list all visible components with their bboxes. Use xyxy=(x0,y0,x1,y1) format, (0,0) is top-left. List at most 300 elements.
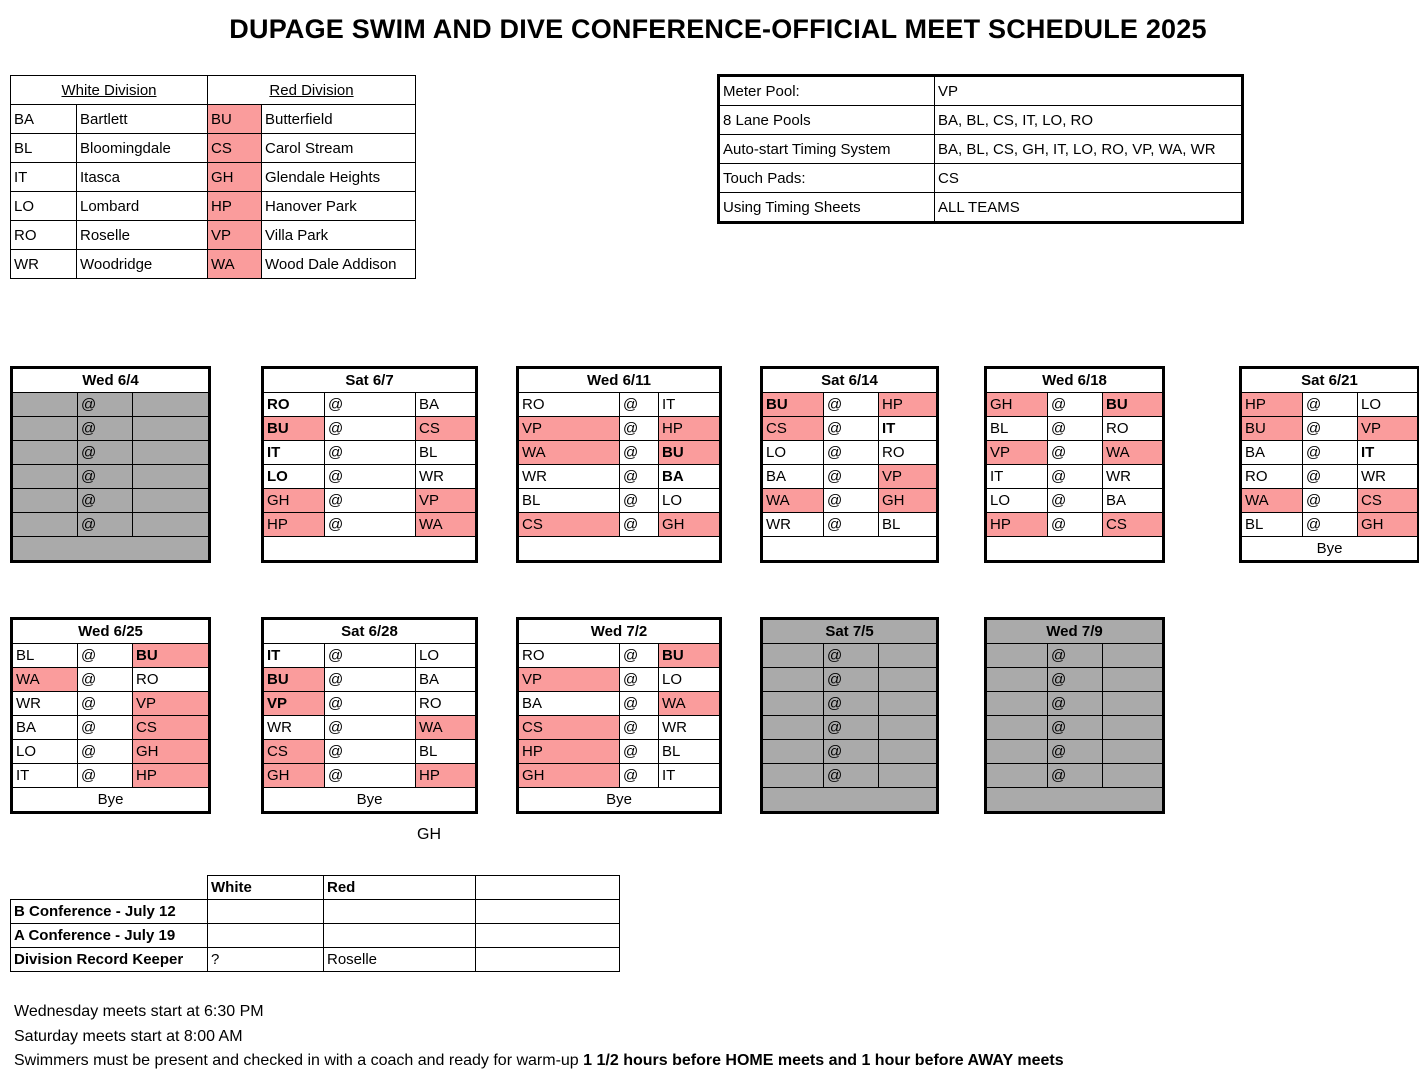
at-symbol: @ xyxy=(620,393,659,417)
away-team: WR xyxy=(1358,465,1419,489)
conference-label: A Conference - July 19 xyxy=(11,924,208,948)
at-symbol: @ xyxy=(824,716,879,740)
away-team: WA xyxy=(1103,441,1164,465)
week-table xyxy=(516,366,722,563)
white-team-name: Roselle xyxy=(77,221,208,250)
home-team: IT xyxy=(263,441,325,465)
week-date: Wed 6/11 xyxy=(518,368,721,393)
at-symbol: @ xyxy=(824,465,879,489)
stray-note: GH xyxy=(417,826,441,843)
at-symbol: @ xyxy=(325,441,416,465)
home-team: GH xyxy=(263,489,325,513)
conference-extra xyxy=(476,900,620,924)
at-symbol: @ xyxy=(824,393,879,417)
away-team: RO xyxy=(879,441,938,465)
away-team: LO xyxy=(1358,393,1419,417)
meet-row xyxy=(762,740,938,764)
home-team: CS xyxy=(263,740,325,764)
away-team: GH xyxy=(659,513,721,537)
red-team-name: Villa Park xyxy=(262,221,416,250)
week-table xyxy=(261,366,478,563)
away-team: IT xyxy=(879,417,938,441)
away-team: CS xyxy=(1358,489,1419,513)
week-date: Wed 7/2 xyxy=(518,619,721,644)
week-footer-row xyxy=(12,537,210,562)
away-team: WR xyxy=(1103,465,1164,489)
away-team: WA xyxy=(659,692,721,716)
away-team: IT xyxy=(659,393,721,417)
meet-row xyxy=(762,513,938,537)
week-footer: Bye xyxy=(263,788,477,813)
away-team: BL xyxy=(659,740,721,764)
away-team xyxy=(133,513,210,537)
conference-row xyxy=(11,900,620,924)
legend-row xyxy=(11,134,416,163)
at-symbol: @ xyxy=(78,692,133,716)
conference-white-header: White xyxy=(208,876,324,900)
away-team xyxy=(879,692,938,716)
at-symbol: @ xyxy=(620,513,659,537)
conference-label: Division Record Keeper xyxy=(11,948,208,972)
meet-row xyxy=(518,513,721,537)
home-team: RO xyxy=(518,644,620,668)
at-symbol: @ xyxy=(325,644,416,668)
meet-row xyxy=(1241,441,1419,465)
away-team: RO xyxy=(416,692,477,716)
conference-row xyxy=(11,948,620,972)
meet-row xyxy=(518,465,721,489)
away-team: WA xyxy=(416,513,477,537)
pool-info-label: Touch Pads: xyxy=(719,164,935,193)
conference-extra xyxy=(476,948,620,972)
meet-row xyxy=(263,668,477,692)
note-warmup-bold: 1 1/2 hours before HOME meets and 1 hour before AWAY meets xyxy=(583,1052,1064,1069)
meet-row xyxy=(762,393,938,417)
week-date: Wed 7/9 xyxy=(986,619,1164,644)
meet-row xyxy=(518,441,721,465)
at-symbol: @ xyxy=(1048,644,1103,668)
at-symbol: @ xyxy=(824,489,879,513)
meet-row xyxy=(263,644,477,668)
legend-row xyxy=(11,105,416,134)
away-team: VP xyxy=(133,692,210,716)
white-team-code: BL xyxy=(11,134,77,163)
home-team xyxy=(762,644,824,668)
week-date: Sat 6/7 xyxy=(263,368,477,393)
home-team xyxy=(762,740,824,764)
home-team xyxy=(12,417,78,441)
home-team: WR xyxy=(518,465,620,489)
pool-info-row xyxy=(719,164,1243,193)
red-team-name: Hanover Park xyxy=(262,192,416,221)
meet-row xyxy=(986,393,1164,417)
meet-row xyxy=(263,393,477,417)
meet-row xyxy=(12,465,210,489)
notes xyxy=(14,1000,1064,1074)
meet-row xyxy=(1241,489,1419,513)
at-symbol: @ xyxy=(1303,513,1358,537)
home-team: LO xyxy=(762,441,824,465)
home-team: VP xyxy=(518,417,620,441)
meet-row xyxy=(762,465,938,489)
conference-extra-header xyxy=(476,876,620,900)
away-team: VP xyxy=(416,489,477,513)
home-team: HP xyxy=(263,513,325,537)
red-team-name: Carol Stream xyxy=(262,134,416,163)
at-symbol: @ xyxy=(325,764,416,788)
week-date: Sat 6/14 xyxy=(762,368,938,393)
week-table xyxy=(261,617,478,814)
meet-row xyxy=(12,716,210,740)
home-team: WR xyxy=(762,513,824,537)
meet-row xyxy=(12,668,210,692)
home-team xyxy=(986,692,1048,716)
pool-info-row xyxy=(719,106,1243,135)
away-team: GH xyxy=(879,489,938,513)
away-team: RO xyxy=(133,668,210,692)
meet-row xyxy=(518,417,721,441)
meet-row xyxy=(12,489,210,513)
conference-red: Roselle xyxy=(324,948,476,972)
white-team-code: LO xyxy=(11,192,77,221)
home-team xyxy=(12,513,78,537)
week-date: Wed 6/25 xyxy=(12,619,210,644)
legend-row xyxy=(11,221,416,250)
at-symbol: @ xyxy=(1303,489,1358,513)
conference-extra xyxy=(476,924,620,948)
conference-white: ? xyxy=(208,948,324,972)
at-symbol: @ xyxy=(1048,764,1103,788)
at-symbol: @ xyxy=(620,489,659,513)
away-team xyxy=(133,489,210,513)
conference-white xyxy=(208,924,324,948)
week-footer-row xyxy=(762,788,938,813)
away-team xyxy=(1103,668,1164,692)
at-symbol: @ xyxy=(620,644,659,668)
home-team: BL xyxy=(1241,513,1303,537)
at-symbol: @ xyxy=(325,513,416,537)
meet-row xyxy=(263,417,477,441)
week-footer: Bye xyxy=(12,788,210,813)
pool-info-value: BA, BL, CS, GH, IT, LO, RO, VP, WA, WR xyxy=(935,135,1243,164)
at-symbol: @ xyxy=(78,716,133,740)
away-team: BU xyxy=(659,644,721,668)
meet-row xyxy=(762,644,938,668)
at-symbol: @ xyxy=(325,692,416,716)
conference-label: B Conference - July 12 xyxy=(11,900,208,924)
home-team: BL xyxy=(518,489,620,513)
meet-row xyxy=(762,417,938,441)
home-team: BL xyxy=(12,644,78,668)
week-table xyxy=(984,366,1165,563)
away-team: HP xyxy=(416,764,477,788)
red-team-code: WA xyxy=(208,250,262,279)
meet-row xyxy=(986,668,1164,692)
week-header-row xyxy=(263,368,477,393)
home-team xyxy=(12,441,78,465)
home-team: RO xyxy=(518,393,620,417)
away-team xyxy=(1103,740,1164,764)
at-symbol: @ xyxy=(78,489,133,513)
at-symbol: @ xyxy=(824,740,879,764)
at-symbol: @ xyxy=(78,393,133,417)
home-team: GH xyxy=(263,764,325,788)
week-footer-row xyxy=(12,788,210,813)
home-team: BA xyxy=(1241,441,1303,465)
white-team-name: Bloomingdale xyxy=(77,134,208,163)
at-symbol: @ xyxy=(1303,393,1358,417)
week-header-row xyxy=(518,368,721,393)
at-symbol: @ xyxy=(620,441,659,465)
home-team: BA xyxy=(12,716,78,740)
white-team-name: Lombard xyxy=(77,192,208,221)
meet-row xyxy=(263,513,477,537)
at-symbol: @ xyxy=(824,668,879,692)
home-team xyxy=(762,716,824,740)
at-symbol: @ xyxy=(325,489,416,513)
home-team: BU xyxy=(762,393,824,417)
meet-row xyxy=(986,764,1164,788)
home-team xyxy=(762,764,824,788)
pool-info-label: Using Timing Sheets xyxy=(719,193,935,223)
at-symbol: @ xyxy=(325,668,416,692)
home-team xyxy=(986,644,1048,668)
away-team: CS xyxy=(133,716,210,740)
week-table xyxy=(10,617,211,814)
home-team: BU xyxy=(263,417,325,441)
at-symbol: @ xyxy=(78,644,133,668)
home-team: IT xyxy=(12,764,78,788)
pool-info-table xyxy=(717,74,1244,224)
at-symbol: @ xyxy=(824,441,879,465)
away-team: LO xyxy=(659,668,721,692)
home-team: CS xyxy=(518,716,620,740)
week-header-row xyxy=(986,368,1164,393)
meet-row xyxy=(518,692,721,716)
at-symbol: @ xyxy=(1048,668,1103,692)
away-team xyxy=(133,393,210,417)
week-footer-row xyxy=(986,788,1164,813)
home-team: BA xyxy=(518,692,620,716)
home-team xyxy=(762,668,824,692)
away-team: BU xyxy=(1103,393,1164,417)
at-symbol: @ xyxy=(824,513,879,537)
note-wednesday: Wednesday meets start at 6:30 PM xyxy=(14,1003,264,1020)
meet-row xyxy=(12,393,210,417)
at-symbol: @ xyxy=(824,692,879,716)
meet-row xyxy=(263,489,477,513)
white-team-name: Woodridge xyxy=(77,250,208,279)
at-symbol: @ xyxy=(78,764,133,788)
at-symbol: @ xyxy=(1048,441,1103,465)
week-footer-row xyxy=(518,537,721,562)
week-header-row xyxy=(518,619,721,644)
week-date: Sat 7/5 xyxy=(762,619,938,644)
away-team: WR xyxy=(659,716,721,740)
at-symbol: @ xyxy=(1048,489,1103,513)
at-symbol: @ xyxy=(78,441,133,465)
at-symbol: @ xyxy=(824,644,879,668)
week-table xyxy=(516,617,722,814)
at-symbol: @ xyxy=(1048,393,1103,417)
pool-info-value: VP xyxy=(935,76,1243,106)
meet-row xyxy=(762,764,938,788)
away-team: RO xyxy=(1103,417,1164,441)
red-team-code: VP xyxy=(208,221,262,250)
away-team: GH xyxy=(133,740,210,764)
division-legend-table xyxy=(10,75,416,279)
meet-row xyxy=(12,441,210,465)
away-team: HP xyxy=(879,393,938,417)
meet-row xyxy=(263,465,477,489)
red-team-code: CS xyxy=(208,134,262,163)
week-table xyxy=(760,366,939,563)
week-footer: Bye xyxy=(518,788,721,813)
home-team: BU xyxy=(263,668,325,692)
away-team: BA xyxy=(416,393,477,417)
at-symbol: @ xyxy=(78,513,133,537)
pool-info-label: Meter Pool: xyxy=(719,76,935,106)
home-team: LO xyxy=(12,740,78,764)
meet-row xyxy=(518,489,721,513)
red-team-name: Wood Dale Addison xyxy=(262,250,416,279)
pool-info-row xyxy=(719,193,1243,223)
away-team: BU xyxy=(659,441,721,465)
home-team xyxy=(986,716,1048,740)
meet-row xyxy=(762,441,938,465)
home-team: VP xyxy=(518,668,620,692)
legend-row xyxy=(11,163,416,192)
meet-row xyxy=(986,417,1164,441)
at-symbol: @ xyxy=(1048,692,1103,716)
meet-row xyxy=(12,764,210,788)
home-team: CS xyxy=(518,513,620,537)
at-symbol: @ xyxy=(620,668,659,692)
at-symbol: @ xyxy=(325,740,416,764)
meet-row xyxy=(1241,417,1419,441)
home-team: IT xyxy=(263,644,325,668)
home-team: WA xyxy=(762,489,824,513)
week-table xyxy=(1239,366,1419,563)
meet-row xyxy=(263,716,477,740)
red-team-code: GH xyxy=(208,163,262,192)
home-team: GH xyxy=(986,393,1048,417)
away-team xyxy=(1103,692,1164,716)
pool-info-label: Auto-start Timing System xyxy=(719,135,935,164)
pool-info-row xyxy=(719,135,1243,164)
at-symbol: @ xyxy=(1048,740,1103,764)
home-team: RO xyxy=(263,393,325,417)
home-team: HP xyxy=(986,513,1048,537)
at-symbol: @ xyxy=(1303,417,1358,441)
at-symbol: @ xyxy=(620,417,659,441)
home-team xyxy=(986,740,1048,764)
week-header-row xyxy=(986,619,1164,644)
week-footer xyxy=(263,537,477,562)
meet-row xyxy=(12,740,210,764)
page-title: DUPAGE SWIM AND DIVE CONFERENCE-OFFICIAL MEET SCHEDULE 2025 xyxy=(229,14,1207,44)
at-symbol: @ xyxy=(1303,465,1358,489)
away-team: WR xyxy=(416,465,477,489)
red-division-header: Red Division xyxy=(208,76,416,105)
red-team-code: HP xyxy=(208,192,262,221)
legend-row xyxy=(11,192,416,221)
meet-row xyxy=(518,764,721,788)
at-symbol: @ xyxy=(1048,417,1103,441)
away-team: BL xyxy=(416,441,477,465)
at-symbol: @ xyxy=(325,716,416,740)
at-symbol: @ xyxy=(620,716,659,740)
week-table xyxy=(10,366,211,563)
away-team xyxy=(1103,764,1164,788)
away-team xyxy=(133,441,210,465)
meet-row xyxy=(263,441,477,465)
white-team-name: Bartlett xyxy=(77,105,208,134)
week-footer: Bye xyxy=(1241,537,1419,562)
meet-row xyxy=(12,417,210,441)
home-team: LO xyxy=(986,489,1048,513)
meet-row xyxy=(518,740,721,764)
week-footer xyxy=(518,537,721,562)
home-team: WR xyxy=(263,716,325,740)
meet-row xyxy=(986,489,1164,513)
week-date: Sat 6/21 xyxy=(1241,368,1419,393)
meet-row xyxy=(518,644,721,668)
week-table xyxy=(984,617,1165,814)
home-team: IT xyxy=(986,465,1048,489)
meet-row xyxy=(986,644,1164,668)
home-team xyxy=(12,489,78,513)
home-team: WA xyxy=(518,441,620,465)
white-team-name: Itasca xyxy=(77,163,208,192)
home-team: BA xyxy=(762,465,824,489)
home-team xyxy=(12,465,78,489)
at-symbol: @ xyxy=(78,668,133,692)
legend-row xyxy=(11,250,416,279)
week-footer xyxy=(762,788,938,813)
week-footer xyxy=(986,788,1164,813)
meet-row xyxy=(263,764,477,788)
away-team: BA xyxy=(659,465,721,489)
at-symbol: @ xyxy=(620,692,659,716)
week-table xyxy=(760,617,939,814)
away-team xyxy=(1103,644,1164,668)
meet-row xyxy=(762,489,938,513)
home-team: WR xyxy=(12,692,78,716)
meet-row xyxy=(518,668,721,692)
home-team: WA xyxy=(1241,489,1303,513)
note-saturday: Saturday meets start at 8:00 AM xyxy=(14,1027,243,1045)
at-symbol: @ xyxy=(78,417,133,441)
meet-row xyxy=(1241,513,1419,537)
away-team xyxy=(133,465,210,489)
home-team: BU xyxy=(1241,417,1303,441)
week-footer-row xyxy=(263,788,477,813)
away-team xyxy=(879,644,938,668)
home-team: RO xyxy=(1241,465,1303,489)
away-team: BL xyxy=(879,513,938,537)
week-date: Wed 6/4 xyxy=(12,368,210,393)
at-symbol: @ xyxy=(620,740,659,764)
week-footer xyxy=(986,537,1164,562)
away-team: BA xyxy=(1103,489,1164,513)
conference-table xyxy=(10,875,620,972)
at-symbol: @ xyxy=(1048,465,1103,489)
home-team: BL xyxy=(986,417,1048,441)
home-team: CS xyxy=(762,417,824,441)
meet-row xyxy=(986,692,1164,716)
away-team: LO xyxy=(416,644,477,668)
